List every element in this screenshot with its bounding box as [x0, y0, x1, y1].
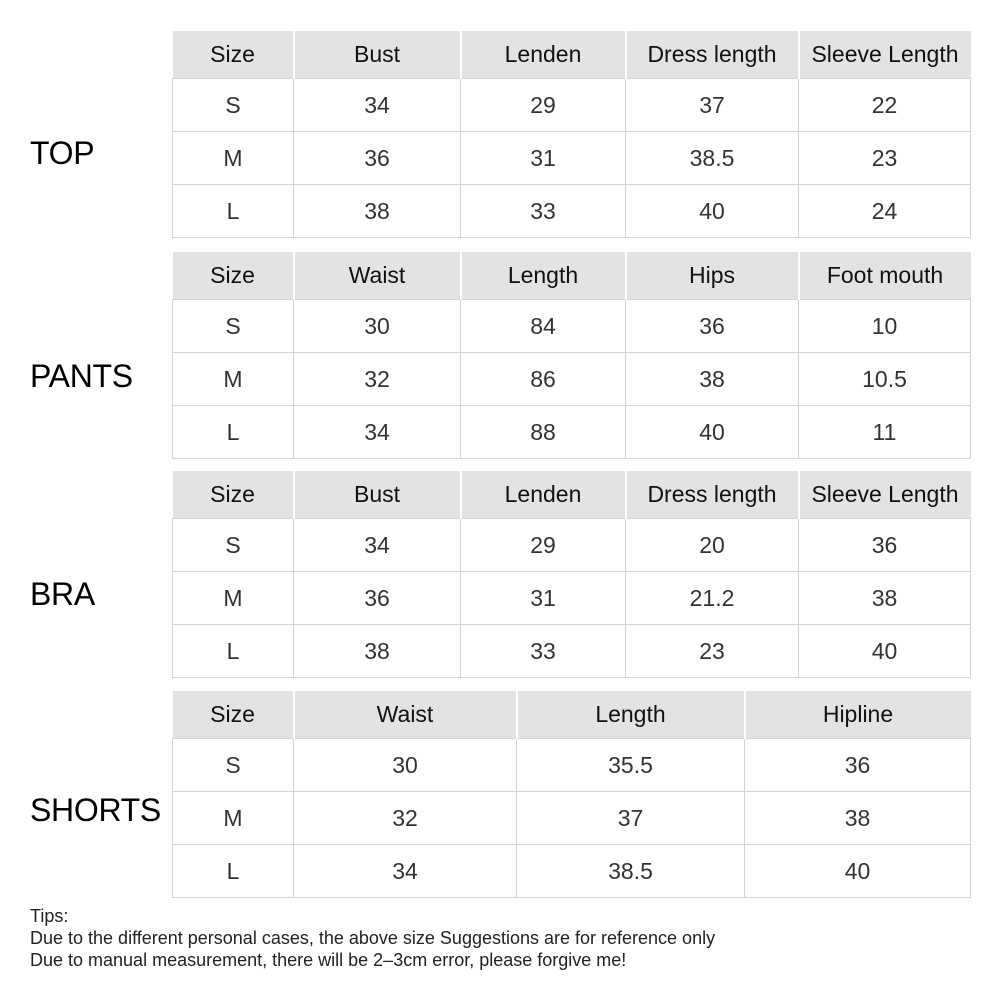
cell: 36 [294, 572, 461, 625]
cell: 29 [461, 519, 626, 572]
cell: 37 [626, 79, 799, 132]
cell: 30 [294, 739, 517, 792]
cell: 40 [745, 845, 971, 898]
cell: 37 [517, 792, 745, 845]
cell: 36 [745, 739, 971, 792]
header-bust: Bust [294, 31, 461, 79]
header-bust: Bust [294, 471, 461, 519]
table-row [173, 406, 971, 459]
header-length: Length [461, 252, 626, 300]
cell: M [173, 572, 294, 625]
cell: 10 [799, 300, 971, 353]
cell: 21.2 [626, 572, 799, 625]
header-foot-mouth: Foot mouth [799, 252, 971, 300]
header-waist: Waist [294, 252, 461, 300]
tips-block [30, 905, 715, 971]
cell: 38.5 [626, 132, 799, 185]
cell: 34 [294, 79, 461, 132]
cell: 31 [461, 132, 626, 185]
top-size-table [172, 31, 971, 238]
cell: 29 [461, 79, 626, 132]
header-waist: Waist [294, 691, 517, 739]
table-row [173, 792, 971, 845]
cell: L [173, 185, 294, 238]
cell: 33 [461, 185, 626, 238]
tips-title: Tips: [30, 906, 69, 926]
table-row [173, 185, 971, 238]
cell: 38 [745, 792, 971, 845]
cell: 38.5 [517, 845, 745, 898]
cell: 24 [799, 185, 971, 238]
cell: 38 [626, 353, 799, 406]
cell: 30 [294, 300, 461, 353]
cell: 36 [626, 300, 799, 353]
cell: L [173, 845, 294, 898]
cell: 88 [461, 406, 626, 459]
cell: 32 [294, 792, 517, 845]
header-dress-length: Dress length [626, 471, 799, 519]
table-row [173, 519, 971, 572]
cell: 23 [626, 625, 799, 678]
cell: 38 [294, 625, 461, 678]
cell: 84 [461, 300, 626, 353]
section-label-shorts: SHORTS [30, 792, 161, 828]
cell: S [173, 739, 294, 792]
cell: 38 [799, 572, 971, 625]
table-row [173, 572, 971, 625]
cell: 34 [294, 406, 461, 459]
section-label-top: TOP [30, 135, 95, 171]
cell: S [173, 519, 294, 572]
cell: 23 [799, 132, 971, 185]
cell: 11 [799, 406, 971, 459]
header-size: Size [173, 691, 294, 739]
tips-line: Due to the different personal cases, the above size Suggestions are for reference only [30, 928, 716, 948]
header-sleeve-length: Sleeve Length [799, 471, 971, 519]
table-header-row [173, 31, 971, 79]
header-lenden: Lenden [461, 471, 626, 519]
cell: L [173, 625, 294, 678]
cell: 35.5 [517, 739, 745, 792]
cell: 20 [626, 519, 799, 572]
header-dress-length: Dress length [626, 31, 799, 79]
cell: 36 [799, 519, 971, 572]
cell: 40 [799, 625, 971, 678]
table-row [173, 132, 971, 185]
table-row [173, 845, 971, 898]
cell: 38 [294, 185, 461, 238]
header-size: Size [173, 31, 294, 79]
cell: L [173, 406, 294, 459]
cell: 33 [461, 625, 626, 678]
cell: 31 [461, 572, 626, 625]
table-row [173, 739, 971, 792]
table-row [173, 79, 971, 132]
table-row [173, 625, 971, 678]
section-label-pants: PANTS [30, 358, 133, 394]
cell: M [173, 792, 294, 845]
header-hips: Hips [626, 252, 799, 300]
cell: 34 [294, 519, 461, 572]
cell: S [173, 300, 294, 353]
header-size: Size [173, 471, 294, 519]
cell: 40 [626, 406, 799, 459]
pants-size-table [172, 252, 971, 459]
header-length: Length [517, 691, 745, 739]
tips-line: Due to manual measurement, there will be 2–3cm error, please forgive me! [30, 950, 627, 970]
bra-size-table [172, 471, 971, 678]
shorts-size-table [172, 691, 971, 898]
cell: M [173, 132, 294, 185]
cell: 32 [294, 353, 461, 406]
cell: 86 [461, 353, 626, 406]
header-sleeve-length: Sleeve Length [799, 31, 971, 79]
cell: M [173, 353, 294, 406]
cell: 10.5 [799, 353, 971, 406]
header-size: Size [173, 252, 294, 300]
header-hipline: Hipline [745, 691, 971, 739]
table-row [173, 353, 971, 406]
header-lenden: Lenden [461, 31, 626, 79]
cell: S [173, 79, 294, 132]
cell: 40 [626, 185, 799, 238]
section-label-bra: BRA [30, 576, 95, 612]
cell: 22 [799, 79, 971, 132]
table-header-row [173, 471, 971, 519]
cell: 34 [294, 845, 517, 898]
cell: 36 [294, 132, 461, 185]
table-row [173, 300, 971, 353]
table-header-row [173, 691, 971, 739]
table-header-row [173, 252, 971, 300]
